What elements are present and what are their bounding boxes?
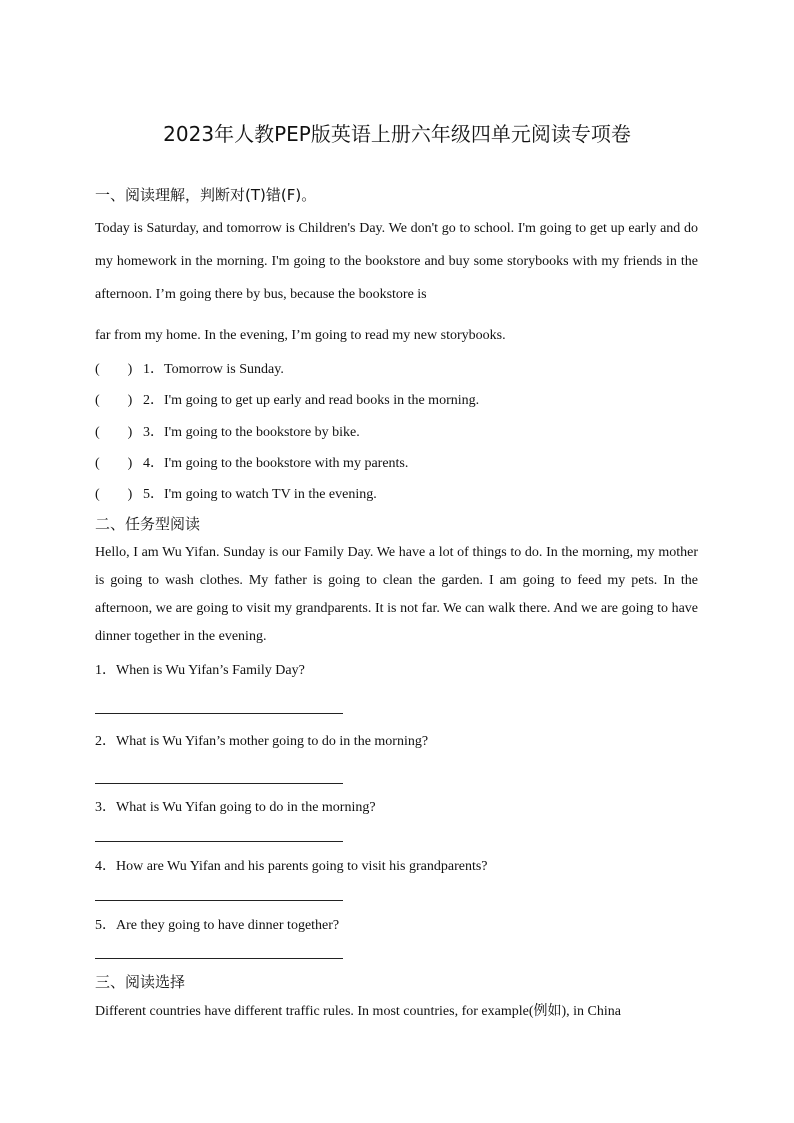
section1-heading: 一、阅读理解，判断对(T)错(F)。 xyxy=(95,186,317,204)
tf-item-3 xyxy=(95,421,360,441)
question-5: 5．Are they going to have dinner together? xyxy=(95,918,340,933)
tf-item-5 xyxy=(95,483,377,503)
section2-passage: Hello, I am Wu Yifan. Sunday is our Family Day. We have a lot of things to do. In the morning, my mother is going to wash clothes. My father is going to clean the garden. I am going to feed my pets. In the afternoon, we are going to visit my grandparents. It is not far. We can walk there. And we are going to have dinner together in the evening. xyxy=(95,545,698,644)
answer-line-2[interactable] xyxy=(95,783,343,784)
tf-item-1 xyxy=(95,358,284,378)
question-2: 2．What is Wu Yifan’s mother going to do in the morning? xyxy=(95,734,429,749)
question-4: 4．How are Wu Yifan and his parents going to visit his grandparents? xyxy=(95,859,488,874)
answer-parentheses[interactable]: ( ) xyxy=(95,425,133,440)
tf-item-text: 3．I'm going to the bookstore by bike. xyxy=(143,425,360,440)
answer-parentheses[interactable]: ( ) xyxy=(95,393,133,408)
answer-line-4[interactable] xyxy=(95,900,343,901)
question-3: 3．What is Wu Yifan going to do in the morning? xyxy=(95,800,376,815)
tf-item-2 xyxy=(95,389,479,409)
section2-heading: 二、任务型阅读 xyxy=(95,515,201,533)
answer-line-3[interactable] xyxy=(95,841,343,842)
tf-item-text: 4．I'm going to the bookstore with my parents. xyxy=(143,456,409,471)
answer-parentheses[interactable]: ( ) xyxy=(95,362,133,377)
answer-parentheses[interactable]: ( ) xyxy=(95,456,133,471)
section3-heading: 三、阅读选择 xyxy=(95,973,186,991)
tf-item-text: 1．Tomorrow is Sunday. xyxy=(143,362,284,377)
tf-item-text: 5．I'm going to watch TV in the evening. xyxy=(143,487,377,502)
section1-passage-last: far from my home. In the evening, I’m going to read my new storybooks. xyxy=(95,328,506,343)
tf-item-text: 2．I'm going to get up early and read books in the morning. xyxy=(143,393,480,408)
answer-line-5[interactable] xyxy=(95,958,343,959)
page-title: 2023年人教PEP版英语上册六年级四单元阅读专项卷 xyxy=(163,122,631,146)
tf-item-4 xyxy=(95,452,408,472)
answer-parentheses[interactable]: ( ) xyxy=(95,487,133,502)
section3-passage: Different countries have different traffic rules. In most countries, for example(例如), in China xyxy=(95,1004,621,1019)
section1-passage-main: Today is Saturday, and tomorrow is Children's Day. We don't go to school. I'm going to get up early and do my homework in the morning. I'm going to the bookstore and buy some storybooks with my friends in the afternoon. I’m going there by bus, because the bookstore is xyxy=(95,221,698,302)
section1-passage xyxy=(95,212,698,352)
answer-line-1[interactable] xyxy=(95,713,343,714)
question-1: 1．When is Wu Yifan’s Family Day? xyxy=(95,663,305,678)
